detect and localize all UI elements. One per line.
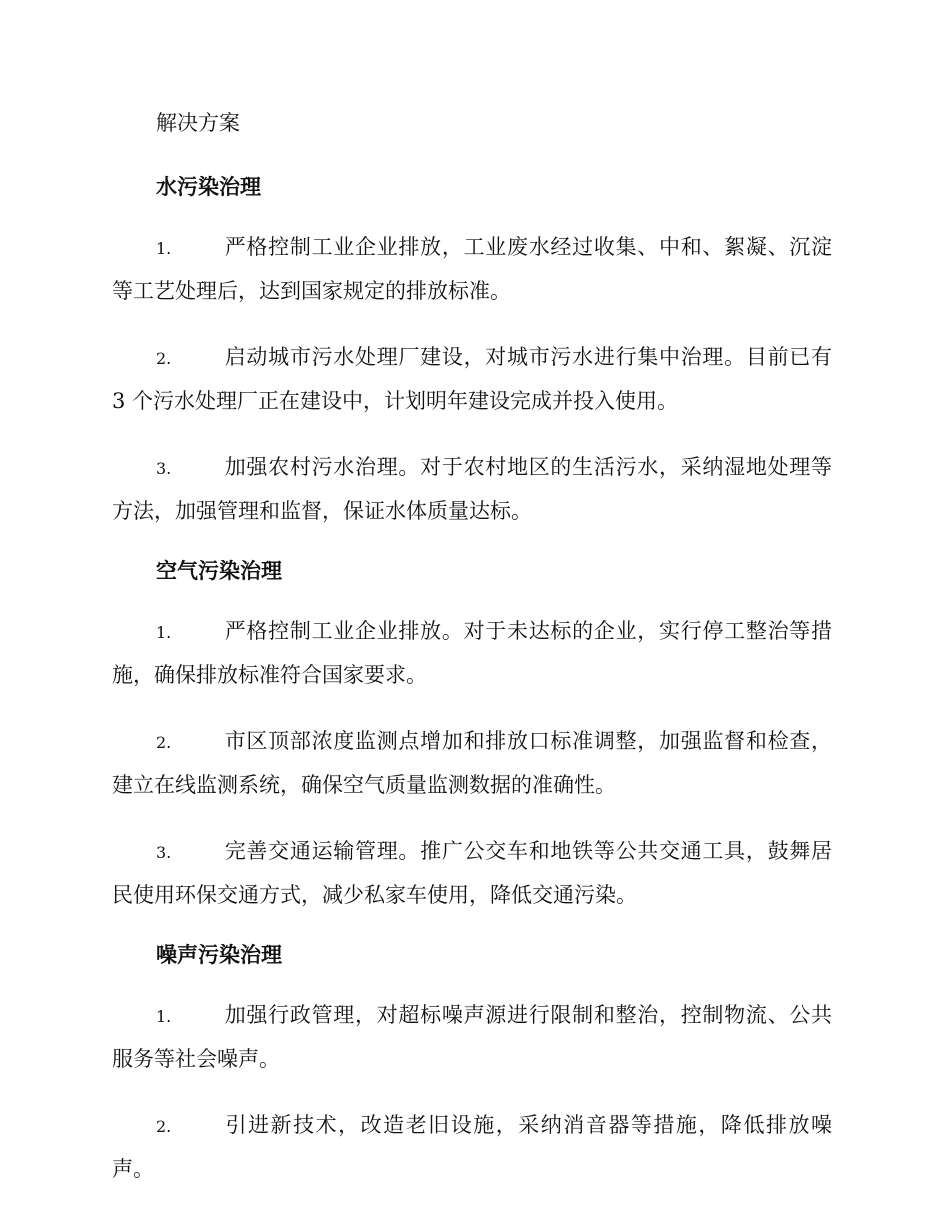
- item-text: 市区顶部浓度监测点增加和排放口标准调整，加强监督和检查，建立在线监测系统，确保空气质量监测数据的准确性。: [112, 729, 832, 797]
- item-text: 启动城市污水处理厂建设，对城市污水进行集中治理。目前已有 3 个污水处理厂正在建设中，计划明年建设完成并投入使用。: [112, 345, 832, 413]
- item-number: 3.: [156, 843, 172, 862]
- list-item: [112, 610, 832, 696]
- item-list: [112, 610, 832, 916]
- list-item: [112, 720, 832, 806]
- item-text: 完善交通运输管理。推广公交车和地铁等公共交通工具，鼓舞居民使用环保交通方式，减少私家车使用，降低交通污染。: [112, 839, 832, 907]
- item-text: 加强行政管理，对超标噪声源进行限制和整治，控制物流、公共服务等社会噪声。: [112, 1003, 832, 1071]
- document-title: 解决方案: [156, 111, 240, 135]
- item-number: 2.: [156, 349, 172, 368]
- item-number: 1.: [156, 239, 172, 258]
- item-number: 1.: [156, 623, 172, 642]
- list-item: [112, 446, 832, 532]
- section-air-pollution: [112, 556, 832, 916]
- item-text: 引进新技术，改造老旧设施，采纳消音器等措施，降低排放噪声。: [112, 1113, 832, 1181]
- item-text: 严格控制工业企业排放。对于未达标的企业，实行停工整治等措施，确保排放标准符合国家要求。: [112, 619, 832, 687]
- item-number: 3.: [156, 459, 172, 478]
- item-list: [112, 994, 832, 1190]
- section-noise-pollution: [112, 940, 832, 1190]
- section-heading: 噪声污染治理: [156, 942, 282, 967]
- section-heading: 水污染治理: [156, 174, 261, 199]
- item-text: 加强农村污水治理。对于农村地区的生活污水，采纳湿地处理等方法，加强管理和监督，保证水体质量达标。: [112, 455, 832, 523]
- list-item: [112, 1104, 832, 1190]
- item-list: [112, 226, 832, 532]
- section-heading: 空气污染治理: [156, 558, 282, 583]
- list-item: [112, 336, 832, 422]
- item-number: 1.: [156, 1007, 172, 1026]
- item-number: 2.: [156, 1117, 172, 1136]
- list-item: [112, 226, 832, 312]
- item-text: 严格控制工业企业排放，工业废水经过收集、中和、絮凝、沉淀等工艺处理后，达到国家规定的排放标准。: [112, 235, 832, 303]
- list-item: [112, 994, 832, 1080]
- item-number: 2.: [156, 733, 172, 752]
- list-item: [112, 830, 832, 916]
- section-water-pollution: [112, 172, 832, 532]
